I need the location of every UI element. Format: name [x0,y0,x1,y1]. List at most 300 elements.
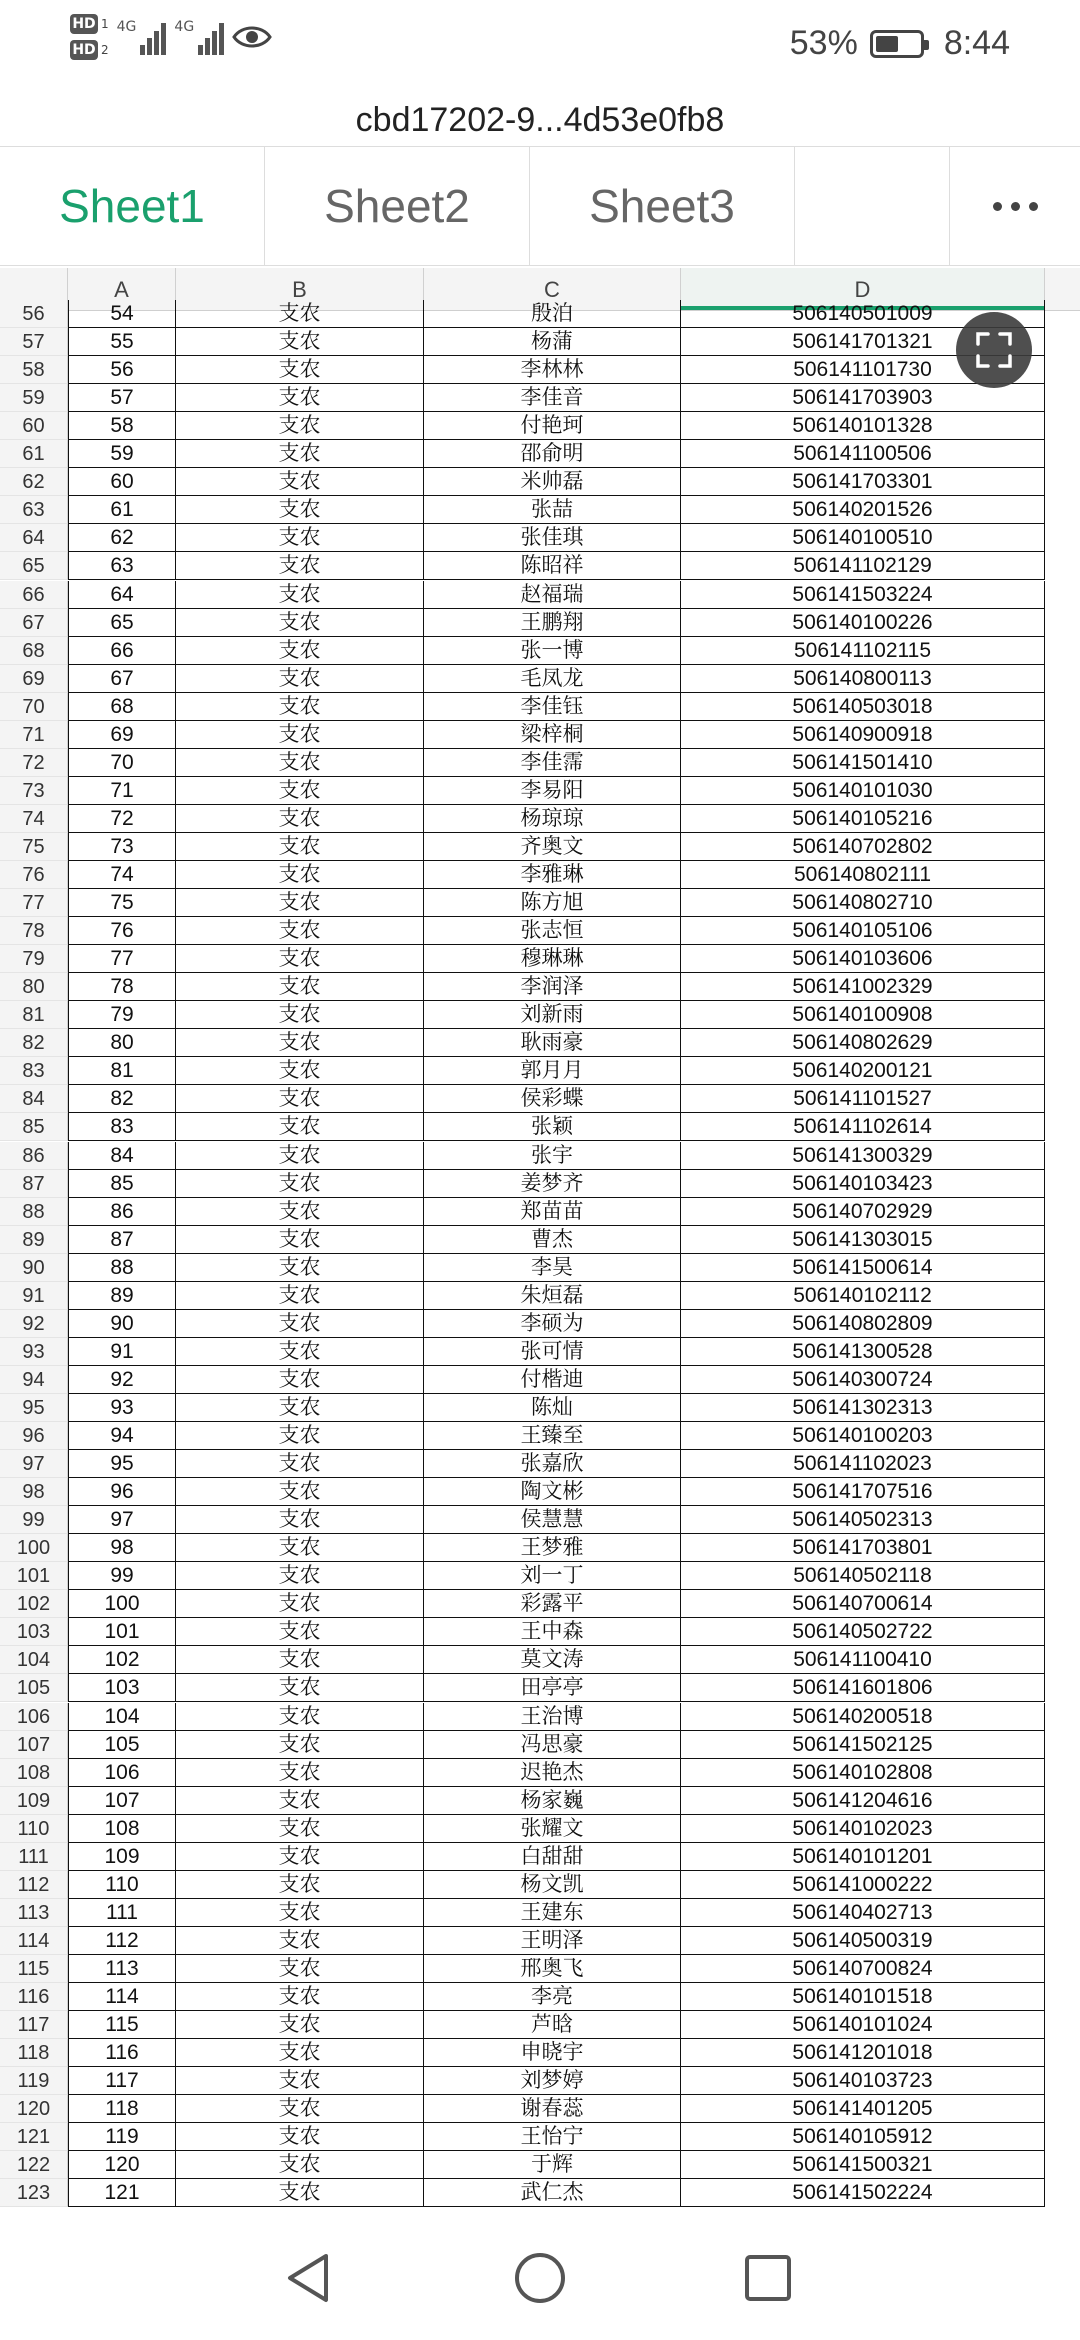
cell-d[interactable]: 506141102023 [681,1450,1045,1478]
cell-c[interactable]: 张佳琪 [424,524,681,552]
cell-d[interactable]: 506140100908 [681,1001,1045,1029]
cell-d[interactable]: 506140501009 [681,300,1045,328]
cell-b[interactable]: 支农 [176,637,424,665]
cell-c[interactable]: 张喆 [424,496,681,524]
cell-b[interactable]: 支农 [176,356,424,384]
row-number[interactable]: 111 [0,1843,68,1871]
row-number[interactable]: 121 [0,2123,68,2151]
cell-a[interactable]: 65 [68,609,176,637]
row-number[interactable]: 100 [0,1534,68,1562]
row-number[interactable]: 95 [0,1394,68,1422]
cell-a[interactable]: 84 [68,1142,176,1170]
cell-d[interactable]: 506141102129 [681,552,1045,580]
cell-b[interactable]: 支农 [176,1422,424,1450]
cell-a[interactable]: 98 [68,1534,176,1562]
row-number[interactable]: 109 [0,1787,68,1815]
table-row[interactable] [0,917,1080,945]
row-number[interactable]: 89 [0,1226,68,1254]
cell-a[interactable]: 107 [68,1787,176,1815]
spreadsheet-grid[interactable] [0,268,1080,2218]
cell-b[interactable]: 支农 [176,1310,424,1338]
cell-c[interactable]: 李佳音 [424,384,681,412]
cell-b[interactable]: 支农 [176,1731,424,1759]
cell-a[interactable]: 81 [68,1057,176,1085]
cell-b[interactable]: 支农 [176,440,424,468]
table-row[interactable] [0,1113,1080,1141]
table-row[interactable] [0,1506,1080,1534]
table-row[interactable] [0,2095,1080,2123]
cell-b[interactable]: 支农 [176,693,424,721]
cell-a[interactable]: 120 [68,2151,176,2179]
cell-c[interactable]: 李佳钰 [424,693,681,721]
cell-c[interactable]: 杨文凯 [424,1871,681,1899]
table-row[interactable] [0,973,1080,1001]
cell-a[interactable]: 62 [68,524,176,552]
cell-c[interactable]: 张宇 [424,1142,681,1170]
cell-b[interactable]: 支农 [176,1927,424,1955]
cell-d[interactable]: 506141000222 [681,1871,1045,1899]
cell-b[interactable]: 支农 [176,1843,424,1871]
cell-d[interactable]: 506141502224 [681,2179,1045,2207]
cell-d[interactable]: 506141002329 [681,973,1045,1001]
cell-b[interactable]: 支农 [176,2151,424,2179]
cell-d[interactable]: 506140105216 [681,805,1045,833]
row-number[interactable]: 113 [0,1899,68,1927]
table-row[interactable] [0,1338,1080,1366]
table-row[interactable] [0,581,1080,609]
table-row[interactable] [0,328,1080,356]
cell-c[interactable]: 刘梦婷 [424,2067,681,2095]
table-row[interactable] [0,2123,1080,2151]
cell-a[interactable]: 55 [68,328,176,356]
cell-a[interactable]: 60 [68,468,176,496]
row-number[interactable]: 72 [0,749,68,777]
cell-a[interactable]: 119 [68,2123,176,2151]
row-number[interactable]: 83 [0,1057,68,1085]
row-number[interactable]: 62 [0,468,68,496]
cell-c[interactable]: 陈方旭 [424,889,681,917]
table-row[interactable] [0,1422,1080,1450]
row-number[interactable]: 85 [0,1113,68,1141]
table-row[interactable] [0,524,1080,552]
cell-d[interactable]: 506140300724 [681,1366,1045,1394]
cell-b[interactable]: 支农 [176,2095,424,2123]
table-row[interactable] [0,2067,1080,2095]
cell-a[interactable]: 115 [68,2011,176,2039]
cell-d[interactable]: 506140502118 [681,1562,1045,1590]
cell-a[interactable]: 91 [68,1338,176,1366]
cell-c[interactable]: 付艳珂 [424,412,681,440]
table-row[interactable] [0,1085,1080,1113]
cell-c[interactable]: 齐奥文 [424,833,681,861]
table-row[interactable] [0,777,1080,805]
row-number[interactable]: 65 [0,552,68,580]
tab-sheet2[interactable]: Sheet2 [265,147,530,265]
row-number[interactable]: 92 [0,1310,68,1338]
cell-a[interactable]: 103 [68,1674,176,1702]
cell-d[interactable]: 506141703801 [681,1534,1045,1562]
row-number[interactable]: 73 [0,777,68,805]
cell-d[interactable]: 506141102614 [681,1113,1045,1141]
table-row[interactable] [0,468,1080,496]
table-row[interactable] [0,1198,1080,1226]
cell-b[interactable]: 支农 [176,1170,424,1198]
cell-c[interactable]: 侯彩蝶 [424,1085,681,1113]
cell-c[interactable]: 李易阳 [424,777,681,805]
cell-b[interactable]: 支农 [176,749,424,777]
row-number[interactable]: 63 [0,496,68,524]
table-row[interactable] [0,1534,1080,1562]
cell-a[interactable]: 92 [68,1366,176,1394]
cell-b[interactable]: 支农 [176,917,424,945]
cell-a[interactable]: 61 [68,496,176,524]
row-number[interactable]: 97 [0,1450,68,1478]
table-row[interactable] [0,1366,1080,1394]
cell-a[interactable]: 66 [68,637,176,665]
table-row[interactable] [0,1450,1080,1478]
cell-b[interactable]: 支农 [176,1674,424,1702]
cell-b[interactable]: 支农 [176,412,424,440]
cell-d[interactable]: 506141701321 [681,328,1045,356]
cell-b[interactable]: 支农 [176,1113,424,1141]
cell-b[interactable]: 支农 [176,889,424,917]
cell-d[interactable]: 506140100203 [681,1422,1045,1450]
cell-a[interactable]: 97 [68,1506,176,1534]
cell-b[interactable]: 支农 [176,1871,424,1899]
table-row[interactable] [0,1759,1080,1787]
cell-c[interactable]: 陶文彬 [424,1478,681,1506]
cell-b[interactable]: 支农 [176,468,424,496]
cell-a[interactable]: 70 [68,749,176,777]
cell-c[interactable]: 王鹏翔 [424,609,681,637]
cell-d[interactable]: 506140500319 [681,1927,1045,1955]
cell-d[interactable]: 506140105106 [681,917,1045,945]
cell-d[interactable]: 506140502313 [681,1506,1045,1534]
table-row[interactable] [0,2011,1080,2039]
cell-a[interactable]: 109 [68,1843,176,1871]
cell-d[interactable]: 506141300329 [681,1142,1045,1170]
cell-c[interactable]: 于辉 [424,2151,681,2179]
cell-a[interactable]: 82 [68,1085,176,1113]
cell-d[interactable]: 506140101024 [681,2011,1045,2039]
row-number[interactable]: 110 [0,1815,68,1843]
cell-c[interactable]: 李润泽 [424,973,681,1001]
cell-b[interactable]: 支农 [176,1590,424,1618]
cell-c[interactable]: 王中森 [424,1618,681,1646]
cell-a[interactable]: 96 [68,1478,176,1506]
cell-a[interactable]: 58 [68,412,176,440]
table-row[interactable] [0,1787,1080,1815]
row-number[interactable]: 105 [0,1674,68,1702]
cell-a[interactable]: 57 [68,384,176,412]
table-row[interactable] [0,1478,1080,1506]
cell-c[interactable]: 郭月月 [424,1057,681,1085]
row-number[interactable]: 60 [0,412,68,440]
table-row[interactable] [0,1927,1080,1955]
cell-a[interactable]: 85 [68,1170,176,1198]
cell-d[interactable]: 506140103423 [681,1170,1045,1198]
table-row[interactable] [0,1899,1080,1927]
cell-b[interactable]: 支农 [176,1787,424,1815]
row-number[interactable]: 59 [0,384,68,412]
cell-a[interactable]: 108 [68,1815,176,1843]
cell-a[interactable]: 63 [68,552,176,580]
cell-d[interactable]: 506140502722 [681,1618,1045,1646]
cell-c[interactable]: 李亮 [424,1983,681,2011]
row-number[interactable]: 74 [0,805,68,833]
cell-b[interactable]: 支农 [176,1703,424,1731]
row-number[interactable]: 76 [0,861,68,889]
row-number[interactable]: 71 [0,721,68,749]
cell-c[interactable]: 刘新雨 [424,1001,681,1029]
row-number[interactable]: 86 [0,1142,68,1170]
cell-a[interactable]: 79 [68,1001,176,1029]
row-number[interactable]: 116 [0,1983,68,2011]
row-number[interactable]: 77 [0,889,68,917]
table-row[interactable] [0,721,1080,749]
cell-a[interactable]: 114 [68,1983,176,2011]
cell-b[interactable]: 支农 [176,1366,424,1394]
table-row[interactable] [0,1282,1080,1310]
cell-c[interactable]: 毛凤龙 [424,665,681,693]
row-number[interactable]: 114 [0,1927,68,1955]
row-number[interactable]: 115 [0,1955,68,1983]
cell-c[interactable]: 张可情 [424,1338,681,1366]
cell-c[interactable]: 陈昭祥 [424,552,681,580]
cell-c[interactable]: 朱烜磊 [424,1282,681,1310]
cell-b[interactable]: 支农 [176,609,424,637]
cell-a[interactable]: 94 [68,1422,176,1450]
table-row[interactable] [0,1001,1080,1029]
table-row[interactable] [0,637,1080,665]
table-row[interactable] [0,2179,1080,2207]
cell-c[interactable]: 王怡宁 [424,2123,681,2151]
cell-a[interactable]: 106 [68,1759,176,1787]
cell-a[interactable]: 102 [68,1646,176,1674]
row-number[interactable]: 93 [0,1338,68,1366]
table-row[interactable] [0,945,1080,973]
cell-c[interactable]: 侯慧慧 [424,1506,681,1534]
column-header-d[interactable]: D [681,268,1045,310]
table-row[interactable] [0,356,1080,384]
cell-b[interactable]: 支农 [176,384,424,412]
row-number[interactable]: 118 [0,2039,68,2067]
cell-a[interactable]: 90 [68,1310,176,1338]
cell-c[interactable]: 田亭亭 [424,1674,681,1702]
cell-b[interactable]: 支农 [176,833,424,861]
row-number[interactable]: 112 [0,1871,68,1899]
cell-b[interactable]: 支农 [176,805,424,833]
cell-a[interactable]: 110 [68,1871,176,1899]
row-number[interactable]: 120 [0,2095,68,2123]
cell-a[interactable]: 118 [68,2095,176,2123]
table-row[interactable] [0,833,1080,861]
table-row[interactable] [0,1170,1080,1198]
table-row[interactable] [0,1646,1080,1674]
table-row[interactable] [0,2151,1080,2179]
cell-c[interactable]: 梁梓桐 [424,721,681,749]
cell-c[interactable]: 付楷迪 [424,1366,681,1394]
cell-a[interactable]: 88 [68,1254,176,1282]
cell-a[interactable]: 99 [68,1562,176,1590]
cell-b[interactable]: 支农 [176,1478,424,1506]
cell-d[interactable]: 506140100226 [681,609,1045,637]
cell-b[interactable]: 支农 [176,1450,424,1478]
table-row[interactable] [0,1731,1080,1759]
table-row[interactable] [0,861,1080,889]
cell-b[interactable]: 支农 [176,1198,424,1226]
cell-d[interactable]: 506141502125 [681,1731,1045,1759]
cell-a[interactable]: 68 [68,693,176,721]
cell-a[interactable]: 64 [68,581,176,609]
cell-b[interactable]: 支农 [176,1282,424,1310]
cell-b[interactable]: 支农 [176,1506,424,1534]
cell-d[interactable]: 506141100410 [681,1646,1045,1674]
row-number[interactable]: 78 [0,917,68,945]
row-number[interactable]: 103 [0,1618,68,1646]
home-button[interactable] [508,2246,572,2310]
cell-a[interactable]: 117 [68,2067,176,2095]
cell-c[interactable]: 王建东 [424,1899,681,1927]
cell-c[interactable]: 李佳霈 [424,749,681,777]
cell-d[interactable]: 506141302313 [681,1394,1045,1422]
cell-b[interactable]: 支农 [176,973,424,1001]
cell-b[interactable]: 支农 [176,1001,424,1029]
table-row[interactable] [0,665,1080,693]
table-row[interactable] [0,384,1080,412]
row-number[interactable]: 102 [0,1590,68,1618]
row-number[interactable]: 75 [0,833,68,861]
back-button[interactable] [276,2246,340,2310]
row-number[interactable]: 91 [0,1282,68,1310]
more-button[interactable] [950,147,1080,265]
cell-d[interactable]: 506140802629 [681,1029,1045,1057]
cell-b[interactable]: 支农 [176,861,424,889]
row-number[interactable]: 98 [0,1478,68,1506]
cell-b[interactable]: 支农 [176,552,424,580]
row-number[interactable]: 68 [0,637,68,665]
table-row[interactable] [0,1254,1080,1282]
cell-c[interactable]: 姜梦齐 [424,1170,681,1198]
cell-a[interactable]: 89 [68,1282,176,1310]
cell-b[interactable]: 支农 [176,1562,424,1590]
row-number[interactable]: 122 [0,2151,68,2179]
cell-c[interactable]: 杨家巍 [424,1787,681,1815]
cell-c[interactable]: 刘一丁 [424,1562,681,1590]
row-number[interactable]: 101 [0,1562,68,1590]
cell-a[interactable]: 54 [68,300,176,328]
cell-d[interactable]: 506140200121 [681,1057,1045,1085]
cell-b[interactable]: 支农 [176,1618,424,1646]
cell-d[interactable]: 506141500614 [681,1254,1045,1282]
cell-d[interactable]: 506141703903 [681,384,1045,412]
cell-b[interactable]: 支农 [176,496,424,524]
cell-a[interactable]: 87 [68,1226,176,1254]
row-number[interactable]: 84 [0,1085,68,1113]
row-number[interactable]: 99 [0,1506,68,1534]
table-row[interactable] [0,1057,1080,1085]
table-row[interactable] [0,1394,1080,1422]
cell-a[interactable]: 104 [68,1703,176,1731]
cell-d[interactable]: 506140802111 [681,861,1045,889]
cell-d[interactable]: 506140700614 [681,1590,1045,1618]
cell-d[interactable]: 506140103606 [681,945,1045,973]
cell-b[interactable]: 支农 [176,1646,424,1674]
cell-b[interactable]: 支农 [176,1534,424,1562]
table-row[interactable] [0,1674,1080,1702]
column-header-c[interactable]: C [424,268,681,310]
row-number[interactable]: 88 [0,1198,68,1226]
table-row[interactable] [0,1029,1080,1057]
table-row[interactable] [0,1618,1080,1646]
cell-b[interactable]: 支农 [176,1085,424,1113]
cell-c[interactable]: 赵福瑞 [424,581,681,609]
cell-d[interactable]: 506140101328 [681,412,1045,440]
cell-b[interactable]: 支农 [176,2011,424,2039]
cell-d[interactable]: 506141303015 [681,1226,1045,1254]
cell-a[interactable]: 113 [68,1955,176,1983]
table-row[interactable] [0,1703,1080,1731]
row-number[interactable]: 69 [0,665,68,693]
cell-c[interactable]: 邢奥飞 [424,1955,681,1983]
cell-a[interactable]: 116 [68,2039,176,2067]
cell-a[interactable]: 71 [68,777,176,805]
recents-button[interactable] [736,2246,800,2310]
row-number[interactable]: 56 [0,300,68,328]
table-row[interactable] [0,1142,1080,1170]
cell-a[interactable]: 69 [68,721,176,749]
column-header-a[interactable]: A [68,268,176,310]
cell-d[interactable]: 506141101527 [681,1085,1045,1113]
cell-b[interactable]: 支农 [176,2179,424,2207]
cell-c[interactable]: 殷泊 [424,300,681,328]
cell-d[interactable]: 506141102115 [681,637,1045,665]
cell-c[interactable]: 穆琳琳 [424,945,681,973]
cell-a[interactable]: 101 [68,1618,176,1646]
cell-c[interactable]: 王治博 [424,1703,681,1731]
cell-b[interactable]: 支农 [176,1254,424,1282]
cell-c[interactable]: 迟艳杰 [424,1759,681,1787]
row-number[interactable]: 108 [0,1759,68,1787]
cell-d[interactable]: 506141101730 [681,356,1045,384]
row-number[interactable]: 61 [0,440,68,468]
cell-d[interactable]: 506140900918 [681,721,1045,749]
row-number[interactable]: 82 [0,1029,68,1057]
cell-c[interactable]: 耿雨豪 [424,1029,681,1057]
cell-c[interactable]: 郑苗苗 [424,1198,681,1226]
cell-c[interactable]: 张耀文 [424,1815,681,1843]
cell-c[interactable]: 米帅磊 [424,468,681,496]
cell-a[interactable]: 80 [68,1029,176,1057]
cell-d[interactable]: 506140402713 [681,1899,1045,1927]
cell-a[interactable]: 72 [68,805,176,833]
cell-c[interactable]: 杨蒲 [424,328,681,356]
column-header-b[interactable]: B [176,268,424,310]
cell-c[interactable]: 莫文涛 [424,1646,681,1674]
cell-d[interactable]: 506140103723 [681,2067,1045,2095]
cell-b[interactable]: 支农 [176,1955,424,1983]
cell-c[interactable]: 李昊 [424,1254,681,1282]
cell-d[interactable]: 506141201018 [681,2039,1045,2067]
cell-b[interactable]: 支农 [176,2039,424,2067]
cell-d[interactable]: 506141204616 [681,1787,1045,1815]
cell-a[interactable]: 100 [68,1590,176,1618]
cell-d[interactable]: 506140101201 [681,1843,1045,1871]
cell-b[interactable]: 支农 [176,945,424,973]
cell-d[interactable]: 506140702929 [681,1198,1045,1226]
cell-d[interactable]: 506141500321 [681,2151,1045,2179]
cell-a[interactable]: 121 [68,2179,176,2207]
